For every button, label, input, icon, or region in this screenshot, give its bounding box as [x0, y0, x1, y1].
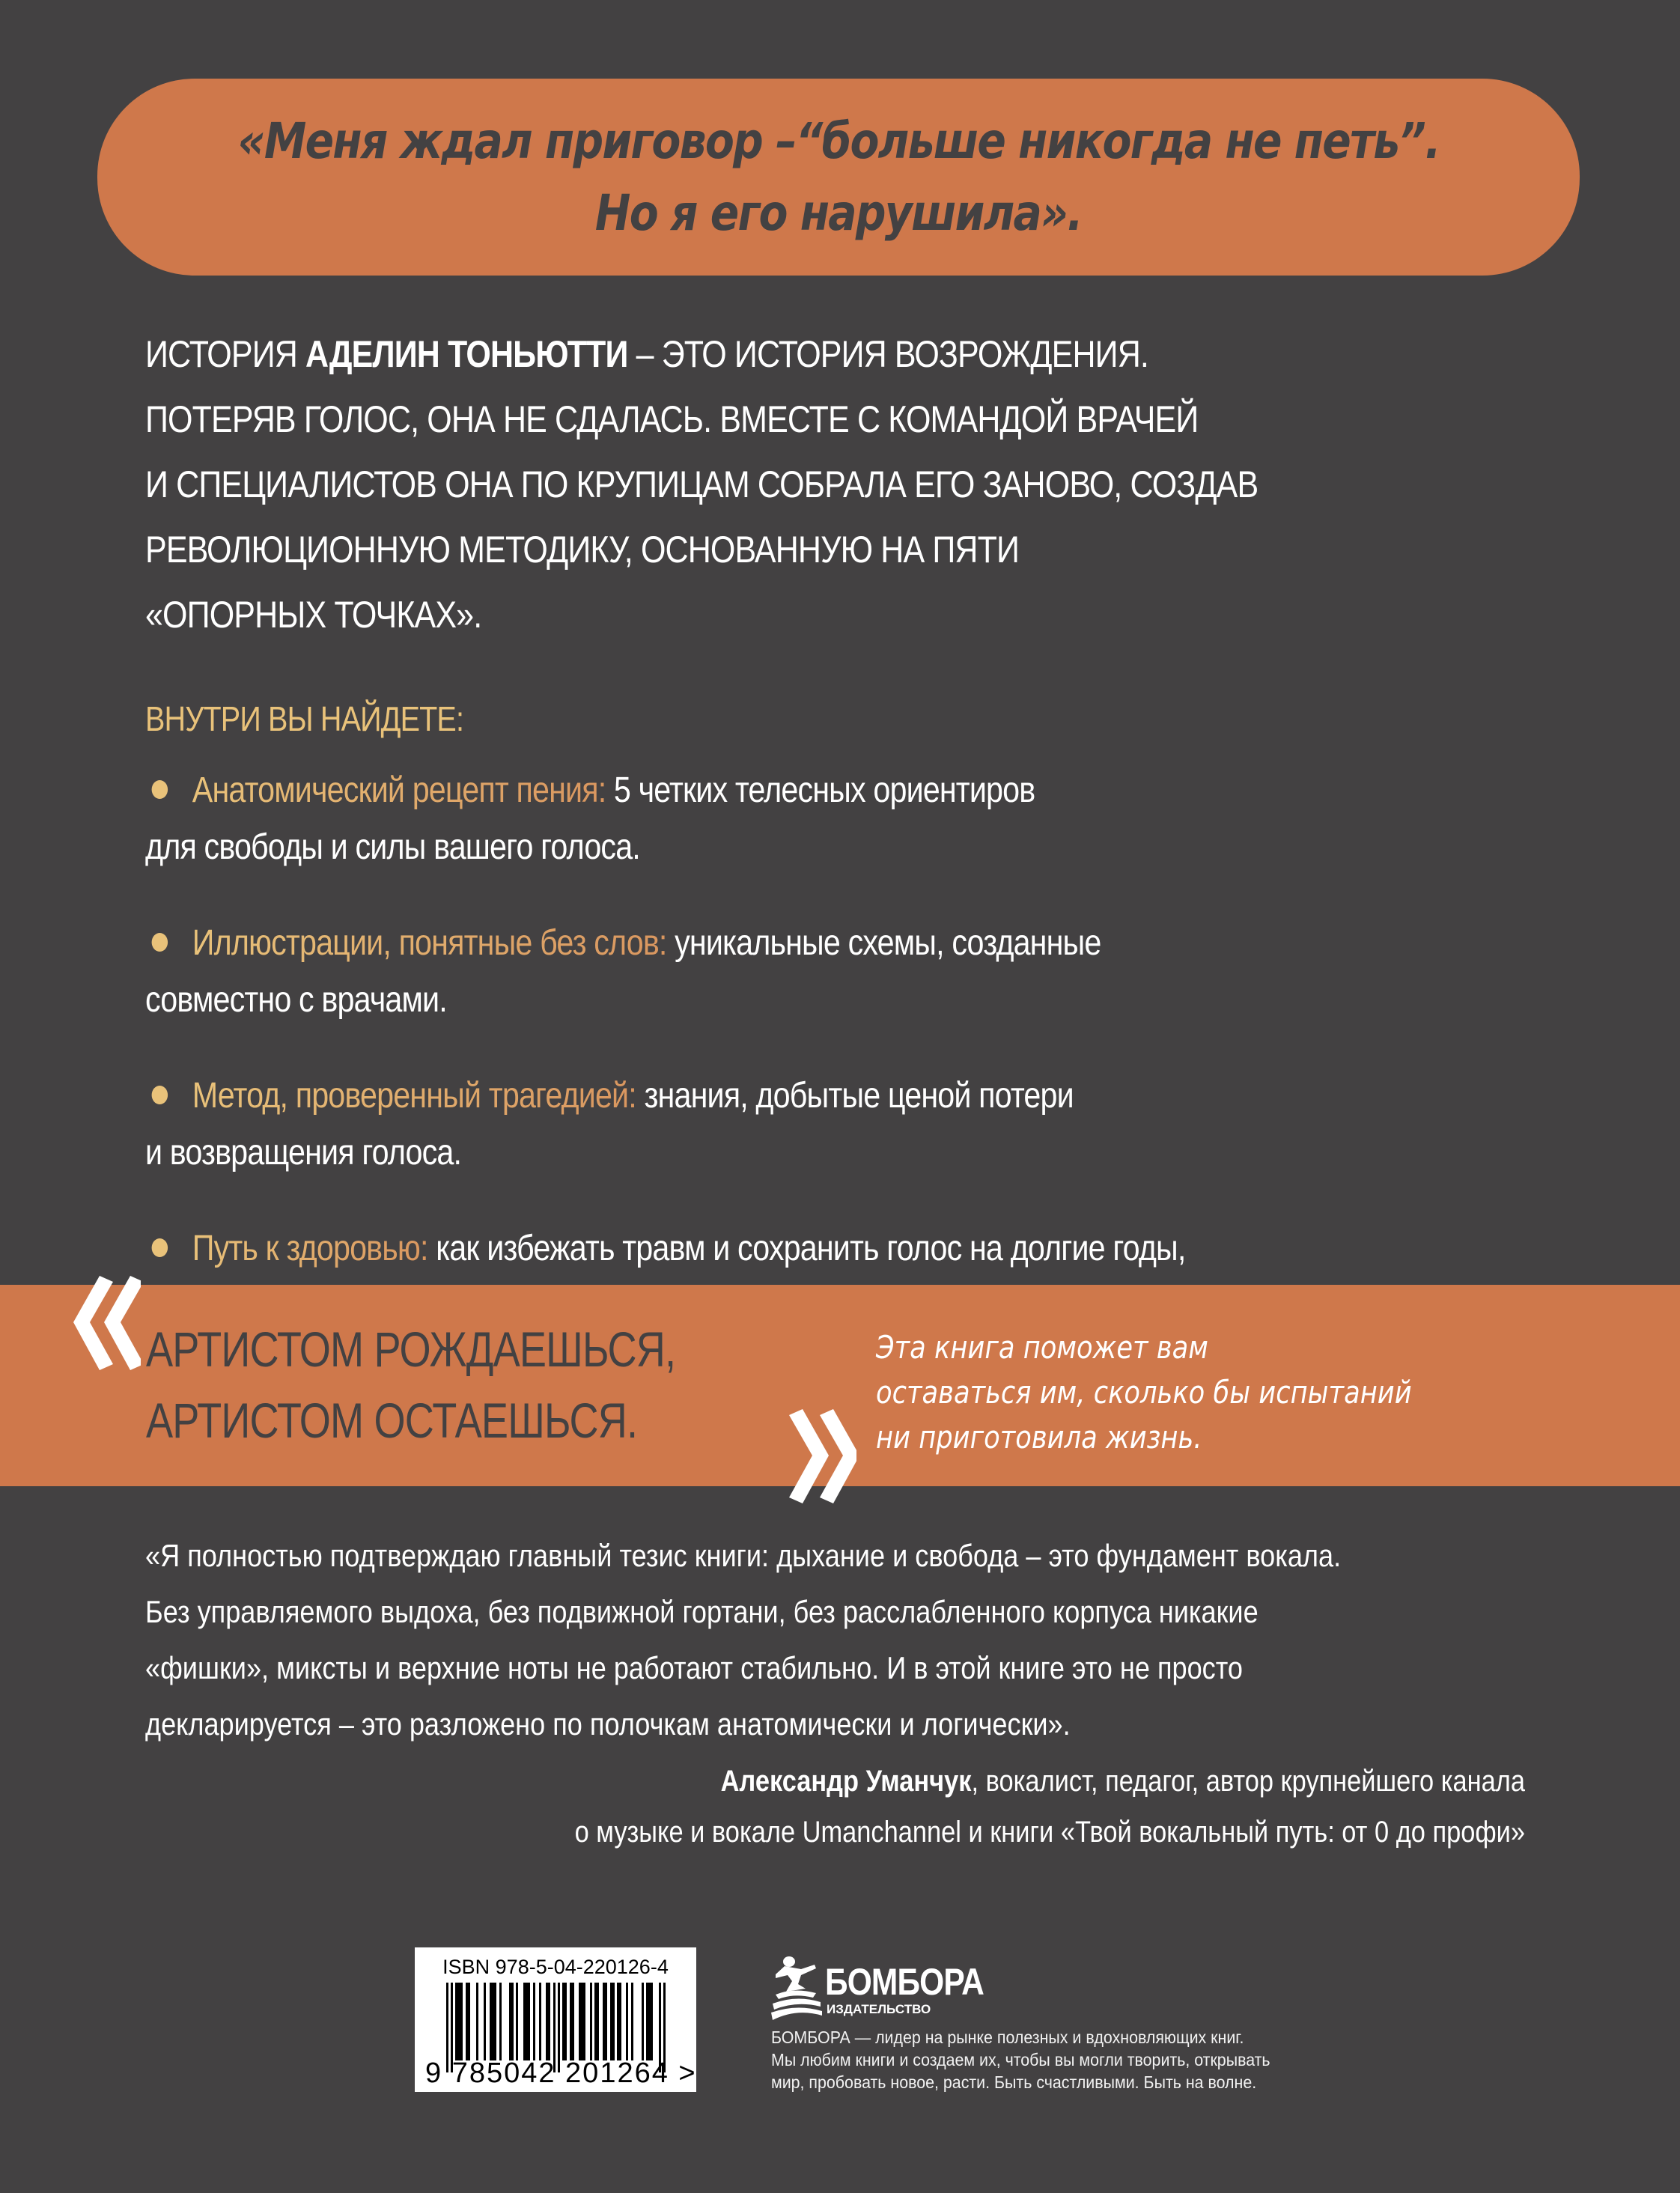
intro-line-5: «ОПОРНЫХ ТОЧКАХ».	[145, 594, 482, 636]
open-guillemet-icon	[73, 1276, 141, 1373]
feature-list	[145, 762, 1568, 1373]
isbn-barcode	[415, 1947, 696, 2092]
band-description-line-3: ни приготовила жизнь.	[876, 1419, 1202, 1456]
testimonial-line-4: декларируется – это разложено по полочкам анатомически и логически».	[145, 1706, 1071, 1742]
feature-item	[145, 1068, 1568, 1181]
feature-continuation: совместно с врачами.	[145, 980, 447, 1020]
publisher-name: БОМБОРА	[825, 1961, 984, 2003]
surfer-on-books-icon	[771, 1954, 822, 2020]
publisher-description-line-3: мир, пробовать новое, расти. Быть счастливыми. Быть на волне.	[771, 2072, 1257, 2092]
testimonial-quote	[145, 1527, 1568, 1752]
intro-paragraph	[145, 322, 1568, 648]
author-name: АДЕЛИН ТОНЬЮТТИ	[305, 333, 628, 375]
band-slogan	[146, 1314, 791, 1456]
feature-label: Путь к здоровью:	[192, 1229, 428, 1268]
testimonial-line-1: «Я полностью подтверждаю главный тезис книги: дыхание и свобода – это фундамент вокала.	[145, 1538, 1342, 1573]
intro-line-2: ПОТЕРЯВ ГОЛОС, ОНА НЕ СДАЛАСЬ. ВМЕСТЕ С КОМАНДОЙ ВРАЧЕЙ	[145, 398, 1199, 440]
testimonial-line-3: «фишки», миксты и верхние ноты не работают стабильно. И в этой книге это не просто	[145, 1650, 1243, 1685]
feature-continuation: и возвращения голоса.	[145, 1133, 462, 1172]
publisher-description-line-2: Мы любим книги и создаем их, чтобы вы могли творить, открывать	[771, 2050, 1270, 2069]
feature-label: Метод, проверенный трагедией:	[192, 1076, 636, 1116]
band-slogan-line-1: АРТИСТОМ РОЖДАЕШЬСЯ,	[146, 1321, 676, 1377]
inside-heading: ВНУТРИ ВЫ НАЙДЕТЕ:	[145, 699, 464, 738]
top-quote-banner	[97, 79, 1580, 276]
band-description-line-2: оставаться им, сколько бы испытаний	[876, 1374, 1412, 1411]
testimonial-attribution: Александр Уманчук, вокалист, педагог, автор крупнейшего канала о музыке и вокале Umanchannel и книги «Твой вокальный путь: от 0 до профи»	[402, 1756, 1525, 1858]
attribution-line-2: о музыке и вокале Umanchannel и книги «Твой вокальный путь: от 0 до профи»	[574, 1816, 1526, 1849]
band-description-line-1: Эта книга поможет вам	[876, 1329, 1208, 1366]
ean-digits: 9 785042 201264 >	[425, 2057, 697, 2089]
band-slogan-line-2: АРТИСТОМ ОСТАЕШЬСЯ.	[146, 1393, 638, 1448]
intro-line-3: И СПЕЦИАЛИСТОВ ОНА ПО КРУПИЦАМ СОБРАЛА ЕГО ЗАНОВО, СОЗДАВ	[145, 463, 1259, 505]
isbn-number: ISBN 978-5-04-220126-4	[442, 1956, 669, 1978]
publisher-description-line-1: БОМБОРА — лидер на рынке полезных и вдохновляющих книг.	[771, 2028, 1244, 2047]
bullet-icon	[152, 1238, 168, 1257]
top-quote-line-1: «Меня ждал приговор –“больше никогда не петь”.	[237, 112, 1440, 170]
testimonial-author: Александр Уманчук	[720, 1765, 972, 1798]
intro-line-1: ИСТОРИЯ АДЕЛИН ТОНЬЮТТИ – ЭТО ИСТОРИЯ ВОЗРОЖДЕНИЯ.	[145, 333, 1148, 375]
testimonial-line-2: Без управляемого выдоха, без подвижной гортани, без расслабленного корпуса никакие	[145, 1594, 1259, 1629]
publisher-subtitle: ИЗДАТЕЛЬСТВО	[827, 2002, 931, 2016]
bullet-icon	[152, 1086, 168, 1104]
feature-item	[145, 762, 1568, 876]
feature-text: уникальные схемы, созданные	[666, 923, 1101, 963]
bullet-icon	[152, 933, 168, 952]
feature-continuation: для свободы и силы вашего голоса.	[145, 827, 640, 867]
feature-text: как избежать травм и сохранить голос на долгие годы,	[427, 1229, 1186, 1268]
feature-label: Анатомический рецепт пения:	[192, 770, 606, 810]
bullet-icon	[152, 780, 168, 799]
publisher-description	[771, 2026, 1308, 2093]
feature-text: знания, добытые ценой потери	[636, 1076, 1074, 1116]
close-guillemet-icon	[789, 1409, 856, 1503]
feature-label: Иллюстрации, понятные без слов:	[192, 923, 667, 963]
feature-text: 5 четких телесных ориентиров	[606, 770, 1035, 810]
feature-item	[145, 915, 1568, 1029]
top-quote-line-2: Но я его нарушила».	[594, 183, 1083, 242]
band-description	[876, 1325, 1514, 1460]
intro-line-4: РЕВОЛЮЦИОННУЮ МЕТОДИКУ, ОСНОВАННУЮ НА ПЯТИ	[145, 529, 1020, 571]
